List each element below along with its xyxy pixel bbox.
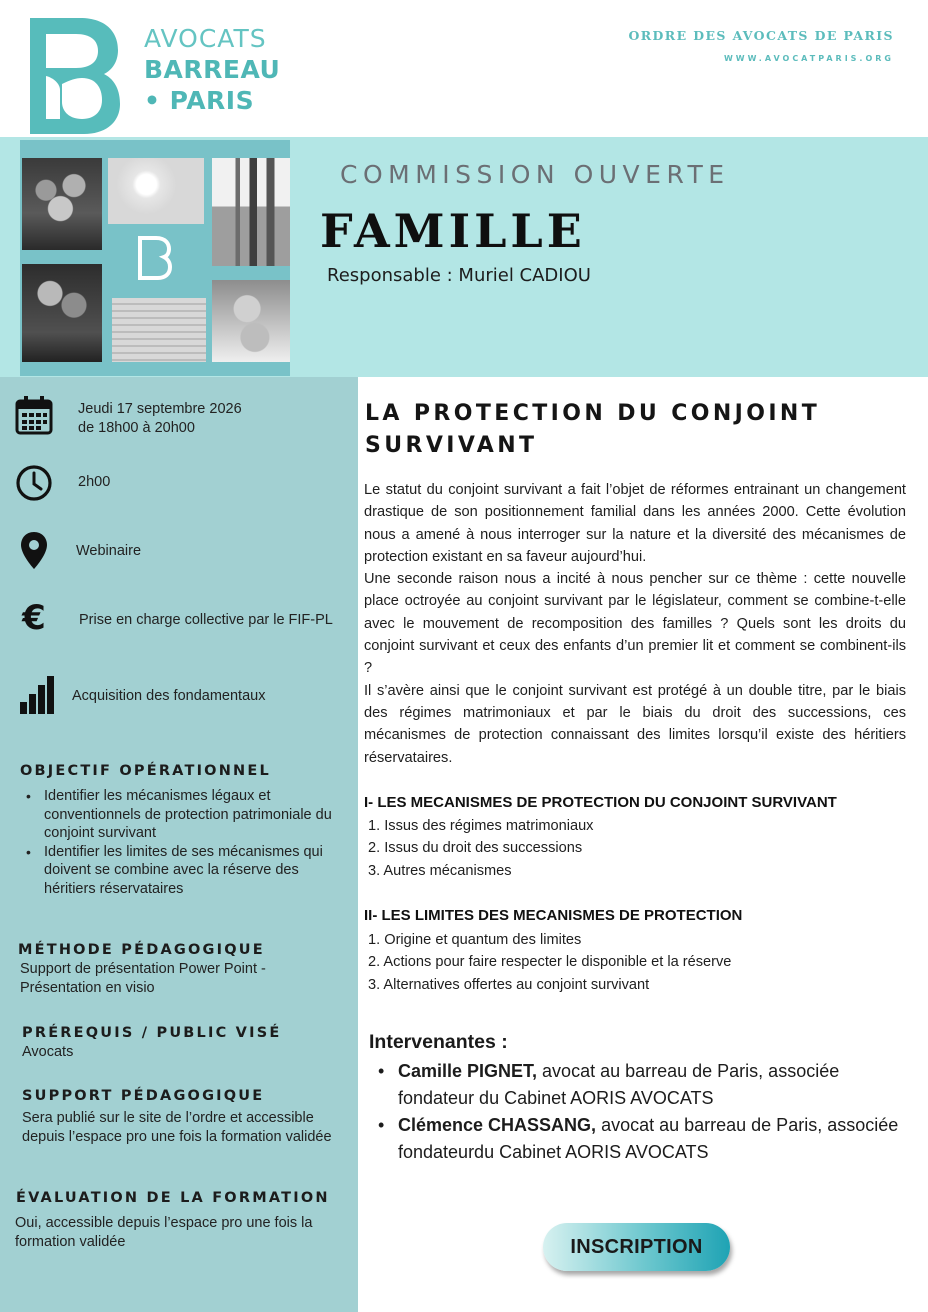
methode-title: MÉTHODE PÉDAGOGIQUE bbox=[18, 942, 265, 958]
list-item: 2. Issus du droit des successions bbox=[368, 840, 583, 857]
speaker-item bbox=[378, 1112, 908, 1166]
list-item: 1. Origine et quantum des limites bbox=[368, 932, 582, 948]
part1-list bbox=[368, 815, 593, 882]
logo-text bbox=[144, 26, 280, 119]
funding-text: Prise en charge collective par le FIF-PL bbox=[79, 612, 333, 628]
bar-chart-icon bbox=[18, 674, 58, 714]
paragraph: Il s’avère ainsi que le conjoint survivant est protégé à un double titre, par le biais des régimes matrimoniaux et par le biais du droit des successions, ces mécanismes de protection connaissant des limites lorsqu’il existe des héritiers réservataires. bbox=[364, 682, 906, 766]
photo-family-group bbox=[22, 158, 102, 250]
date-text bbox=[78, 400, 242, 438]
speakers-list bbox=[378, 1058, 908, 1166]
ordre-title: ORDRE DES AVOCATS DE PARIS bbox=[628, 28, 894, 43]
collage-logo-b-icon bbox=[138, 236, 172, 280]
objectif-title: OBJECTIF OPÉRATIONNEL bbox=[20, 763, 271, 779]
responsable-text: Responsable : Muriel CADIOU bbox=[327, 265, 591, 286]
website-link[interactable]: WWW.AVOCATPARIS.ORG bbox=[723, 54, 894, 63]
speaker-desc: avocat au barreau de Paris, associée fondateur du Cabinet AORIS AVOCATS bbox=[398, 1061, 840, 1108]
intervenantes-title: Intervenantes : bbox=[369, 1031, 508, 1053]
logo-line-avocats: AVOCATS bbox=[144, 24, 267, 53]
paragraph: Une seconde raison nous a incité à nous pencher sur ce thème : cette nouvelle place octroyée au conjoint survivant par le législateur, comment se combine-t-elle avec le mouvement de recomposition des familles ? Quels sont les droits du conjoint survivant et ceux des enfants d’un premier lit et comment se combinent-ils ? bbox=[364, 571, 906, 677]
list-item: • Identifier les limites de ses mécanismes qui doivent se combine avec la réserve des héritiers réservataires bbox=[22, 843, 344, 899]
objectif-list bbox=[22, 787, 344, 898]
commission-subtitle: COMMISSION OUVERTE bbox=[340, 160, 730, 189]
clock-icon bbox=[14, 463, 54, 503]
speaker-desc: avocat au barreau de Paris, associée fondateurdu Cabinet AORIS AVOCATS bbox=[398, 1115, 899, 1162]
prerequis-title: PRÉREQUIS / PUBLIC VISÉ bbox=[22, 1025, 282, 1041]
page-title: FAMILLE bbox=[320, 204, 586, 258]
intro-text bbox=[364, 479, 906, 769]
part1-title: I- LES MECANISMES DE PROTECTION DU CONJOINT SURVIVANT bbox=[364, 794, 837, 811]
euro-icon: € bbox=[22, 598, 46, 638]
support-title: SUPPORT PÉDAGOGIQUE bbox=[22, 1088, 265, 1104]
paragraph: Le statut du conjoint survivant a fait l’objet de réformes entrainant un changement drastique de son positionnement familial dans les années 2000. Cette évolution nous a amené à nous interroger sur la nature et la diversité des mécanismes de protection existant en sa faveur aujourd’hui. bbox=[364, 482, 906, 565]
inscription-button[interactable]: INSCRIPTION bbox=[543, 1223, 730, 1271]
logo-line-paris: • PARIS bbox=[144, 86, 255, 115]
level-text: Acquisition des fondamentaux bbox=[72, 688, 266, 704]
photo-skyline bbox=[212, 158, 290, 266]
list-item: • Identifier les mécanismes légaux et conventionnels de protection patrimoniale du conjoint survivant bbox=[22, 787, 344, 843]
logo-line-barreau: BARREAU bbox=[144, 55, 281, 84]
list-item: 3. Autres mécanismes bbox=[368, 862, 512, 879]
photo-elderly-couple bbox=[22, 264, 102, 362]
part2-list bbox=[368, 929, 731, 996]
photo-staircase bbox=[112, 298, 206, 362]
photo-collage bbox=[20, 140, 290, 376]
methode-body: Support de présentation Power Point - Présentation en visio bbox=[20, 961, 266, 996]
list-item: 1. Issus des régimes matrimoniaux bbox=[368, 818, 594, 834]
main-title: LA PROTECTION DU CONJOINT SURVIVANT bbox=[365, 401, 821, 458]
list-item: 2. Actions pour faire respecter le disponible et la réserve bbox=[368, 954, 732, 971]
duration-text: 2h00 bbox=[78, 474, 111, 490]
location-text: Webinaire bbox=[76, 543, 142, 559]
date-line-2: de 18h00 à 20h00 bbox=[78, 420, 195, 436]
calendar-icon bbox=[14, 395, 54, 435]
logo-b-icon bbox=[26, 16, 120, 134]
speaker-name: Clémence CHASSANG, bbox=[398, 1115, 597, 1135]
prerequis-body: Avocats bbox=[22, 1044, 74, 1060]
part2-title: II- LES LIMITES DES MECANISMES DE PROTECTION bbox=[364, 907, 743, 924]
evaluation-title: ÉVALUATION DE LA FORMATION bbox=[16, 1190, 330, 1206]
location-pin-icon bbox=[14, 530, 54, 570]
photo-ornament bbox=[108, 158, 204, 224]
date-line-1: Jeudi 17 septembre 2026 bbox=[78, 401, 242, 417]
header bbox=[0, 0, 928, 137]
list-item: 3. Alternatives offertes au conjoint survivant bbox=[368, 976, 650, 993]
evaluation-body: Oui, accessible depuis l’espace pro une fois la formation validée bbox=[15, 1215, 313, 1250]
speaker-item bbox=[378, 1058, 908, 1112]
speaker-name: Camille PIGNET, bbox=[398, 1061, 538, 1081]
photo-mother-child bbox=[212, 280, 290, 362]
support-body: Sera publié sur le site de l’ordre et accessible depuis l’espace pro une fois la formation validée bbox=[22, 1110, 332, 1145]
